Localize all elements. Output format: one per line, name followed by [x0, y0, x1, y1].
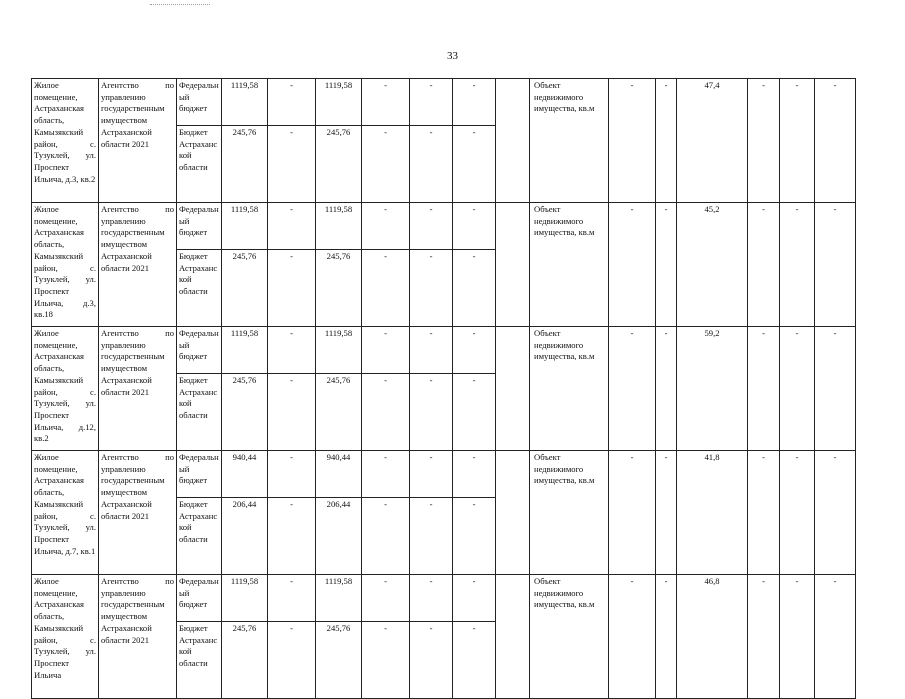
funding-source-cell: Федеральный бюджет — [177, 79, 222, 126]
dash-cell: - — [780, 327, 815, 451]
area-cell: 59,2 — [677, 327, 748, 451]
dash-cell: - — [362, 327, 410, 374]
dash-cell: - — [268, 327, 316, 374]
empty-cell — [496, 203, 530, 327]
dash-cell: - — [748, 203, 780, 327]
object-type-cell: Объект недвижимого имущества, кв.м — [530, 451, 609, 575]
funding-source-cell: Федеральный бюджет — [177, 203, 222, 250]
dash-cell: - — [815, 575, 856, 699]
dash-cell: - — [410, 79, 453, 126]
amount-cell: 245,76 — [222, 250, 268, 327]
amount-cell: 245,76 — [316, 374, 362, 451]
amount-cell: 940,44 — [222, 451, 268, 498]
empty-cell — [496, 451, 530, 575]
dash-cell: - — [410, 327, 453, 374]
object-type-cell: Объект недвижимого имущества, кв.м — [530, 575, 609, 699]
address-cell: Жилое помещение, Астраханская область, Камызякский район, с. Тузуклей, ул. Проспект Ильича, д.3, кв.2 — [32, 79, 99, 203]
amount-cell: 206,44 — [222, 498, 268, 575]
agency-cell: Агентство по управлению государственным имуществом Астраханской области 2021 — [99, 79, 177, 203]
budget-table — [31, 78, 856, 699]
dash-cell: - — [453, 374, 496, 451]
funding-source-cell: Федеральный бюджет — [177, 451, 222, 498]
dash-cell: - — [410, 250, 453, 327]
area-cell: 46,8 — [677, 575, 748, 699]
dash-cell: - — [410, 451, 453, 498]
amount-cell: 1119,58 — [316, 203, 362, 250]
page-number: 33 — [447, 50, 458, 62]
funding-source-cell: Бюджет Астраханской области — [177, 126, 222, 203]
dash-cell: - — [609, 327, 656, 451]
dash-cell: - — [453, 451, 496, 498]
agency-cell: Агентство по управлению государственным имуществом Астраханской области 2021 — [99, 203, 177, 327]
dash-cell: - — [656, 451, 677, 575]
dash-cell: - — [453, 622, 496, 699]
area-cell: 45,2 — [677, 203, 748, 327]
budget-table-container — [31, 78, 861, 680]
dash-cell: - — [268, 374, 316, 451]
dash-cell: - — [609, 575, 656, 699]
dash-cell: - — [362, 498, 410, 575]
amount-cell: 1119,58 — [316, 79, 362, 126]
dash-cell: - — [748, 575, 780, 699]
table-row — [32, 327, 856, 374]
dash-cell: - — [268, 451, 316, 498]
dash-cell: - — [362, 203, 410, 250]
address-cell: Жилое помещение, Астраханская область, Камызякский район, с. Тузуклей, ул. Проспект Ильича — [32, 575, 99, 699]
dash-cell: - — [609, 79, 656, 203]
dash-cell: - — [410, 622, 453, 699]
table-row — [32, 451, 856, 498]
dash-cell: - — [815, 79, 856, 203]
object-type-cell: Объект недвижимого имущества, кв.м — [530, 79, 609, 203]
amount-cell: 245,76 — [222, 622, 268, 699]
area-cell: 41,8 — [677, 451, 748, 575]
address-cell: Жилое помещение, Астраханская область, Камызякский район, с. Тузуклей, ул. Проспект Ильича, д.3, кв.18 — [32, 203, 99, 327]
dash-cell: - — [780, 79, 815, 203]
dash-cell: - — [780, 575, 815, 699]
dash-cell: - — [410, 203, 453, 250]
agency-cell: Агентство по управлению государственным имуществом Астраханской области 2021 — [99, 451, 177, 575]
funding-source-cell: Бюджет Астраханской области — [177, 250, 222, 327]
dash-cell: - — [453, 79, 496, 126]
funding-source-cell: Федеральный бюджет — [177, 575, 222, 622]
dash-cell: - — [815, 451, 856, 575]
amount-cell: 1119,58 — [222, 79, 268, 126]
dash-cell: - — [453, 327, 496, 374]
dash-cell: - — [656, 327, 677, 451]
amount-cell: 206,44 — [316, 498, 362, 575]
dash-cell: - — [410, 575, 453, 622]
object-type-cell: Объект недвижимого имущества, кв.м — [530, 327, 609, 451]
dash-cell: - — [656, 203, 677, 327]
dash-cell: - — [656, 575, 677, 699]
agency-cell: Агентство по управлению государственным имуществом Астраханской области 2021 — [99, 327, 177, 451]
dash-cell: - — [453, 575, 496, 622]
dash-cell: - — [268, 622, 316, 699]
table-row — [32, 203, 856, 250]
address-cell: Жилое помещение, Астраханская область, Камызякский район, с. Тузуклей, ул. Проспект Ильича, д.12, кв.2 — [32, 327, 99, 451]
dash-cell: - — [453, 203, 496, 250]
dash-cell: - — [362, 451, 410, 498]
dash-cell: - — [815, 327, 856, 451]
amount-cell: 245,76 — [316, 622, 362, 699]
amount-cell: 245,76 — [222, 374, 268, 451]
table-body — [32, 79, 856, 699]
address-cell: Жилое помещение, Астраханская область, Камызякский район, с. Тузуклей, ул. Проспект Ильича, д.7, кв.1 — [32, 451, 99, 575]
dash-cell: - — [453, 498, 496, 575]
dash-cell: - — [815, 203, 856, 327]
funding-source-cell: Бюджет Астраханской области — [177, 498, 222, 575]
empty-cell — [496, 327, 530, 451]
funding-source-cell: Бюджет Астраханской области — [177, 622, 222, 699]
dash-cell: - — [362, 126, 410, 203]
amount-cell: 1119,58 — [222, 203, 268, 250]
agency-cell: Агентство по управлению государственным имуществом Астраханской области 2021 — [99, 575, 177, 699]
amount-cell: 1119,58 — [316, 575, 362, 622]
dash-cell: - — [609, 451, 656, 575]
dash-cell: - — [609, 203, 656, 327]
dash-cell: - — [748, 451, 780, 575]
dash-cell: - — [268, 250, 316, 327]
amount-cell: 1119,58 — [316, 327, 362, 374]
scan-artifact — [150, 0, 210, 5]
table-row — [32, 79, 856, 126]
dash-cell: - — [268, 79, 316, 126]
dash-cell: - — [362, 622, 410, 699]
dash-cell: - — [410, 374, 453, 451]
funding-source-cell: Бюджет Астраханской области — [177, 374, 222, 451]
empty-cell — [496, 575, 530, 699]
table-row — [32, 575, 856, 622]
dash-cell: - — [362, 250, 410, 327]
dash-cell: - — [748, 327, 780, 451]
dash-cell: - — [268, 498, 316, 575]
amount-cell: 1119,58 — [222, 327, 268, 374]
dash-cell: - — [453, 126, 496, 203]
dash-cell: - — [780, 203, 815, 327]
dash-cell: - — [780, 451, 815, 575]
dash-cell: - — [362, 575, 410, 622]
object-type-cell: Объект недвижимого имущества, кв.м — [530, 203, 609, 327]
dash-cell: - — [268, 203, 316, 250]
amount-cell: 1119,58 — [222, 575, 268, 622]
dash-cell: - — [410, 498, 453, 575]
funding-source-cell: Федеральный бюджет — [177, 327, 222, 374]
empty-cell — [496, 79, 530, 203]
dash-cell: - — [656, 79, 677, 203]
dash-cell: - — [362, 374, 410, 451]
dash-cell: - — [453, 250, 496, 327]
dash-cell: - — [268, 126, 316, 203]
amount-cell: 245,76 — [316, 126, 362, 203]
dash-cell: - — [362, 79, 410, 126]
dash-cell: - — [268, 575, 316, 622]
dash-cell: - — [748, 79, 780, 203]
area-cell: 47,4 — [677, 79, 748, 203]
dash-cell: - — [410, 126, 453, 203]
amount-cell: 245,76 — [316, 250, 362, 327]
amount-cell: 940,44 — [316, 451, 362, 498]
amount-cell: 245,76 — [222, 126, 268, 203]
